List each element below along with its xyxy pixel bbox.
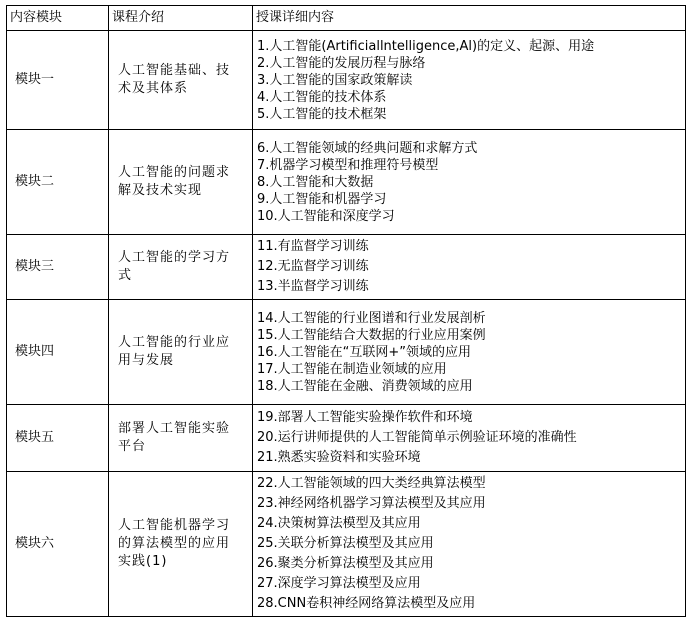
module-intro: 人工智能的问题求解及技术实现 (109, 130, 253, 235)
detail-item: 24.决策树算法模型及其应用 (257, 516, 421, 531)
detail-item: 25.关联分析算法模型及其应用 (257, 536, 434, 551)
module-intro: 人工智能的学习方式 (109, 235, 253, 300)
detail-item: 9.人工智能和机器学习 (257, 191, 387, 207)
detail-item: 14.人工智能的行业图谱和行业发展剖析 (257, 310, 486, 326)
module-name: 模块一 (7, 31, 109, 130)
detail-item: 28.CNN卷积神经网络算法模型及应用 (257, 596, 476, 611)
module-name: 模块三 (7, 235, 109, 300)
table-row (7, 405, 686, 472)
detail-item: 20.运行讲师提供的人工智能简单示例验证环境的准确性 (257, 430, 577, 445)
detail-item: 13.半监督学习训练 (257, 279, 369, 294)
detail-item: 6.人工智能领域的经典问题和求解方式 (257, 140, 478, 156)
module-intro: 人工智能基础、技术及其体系 (109, 31, 253, 130)
table-row (7, 472, 686, 617)
module-intro: 人工智能的行业应用与发展 (109, 300, 253, 405)
table-row (7, 130, 686, 235)
course-outline-table (6, 5, 686, 617)
module-name: 模块二 (7, 130, 109, 235)
detail-item: 5.人工智能的技术框架 (257, 106, 387, 122)
module-intro: 部署人工智能实验平台 (109, 405, 253, 472)
detail-item: 27.深度学习算法模型及应用 (257, 576, 421, 591)
header-detail: 授课详细内容 (253, 6, 686, 31)
module-detail (253, 130, 686, 235)
module-detail (253, 300, 686, 405)
detail-item: 11.有监督学习训练 (257, 239, 369, 254)
module-name: 模块四 (7, 300, 109, 405)
module-name: 模块五 (7, 405, 109, 472)
header-row (7, 6, 686, 31)
module-name: 模块六 (7, 472, 109, 617)
detail-item: 10.人工智能和深度学习 (257, 208, 395, 224)
detail-item: 15.人工智能结合大数据的行业应用案例 (257, 327, 486, 343)
detail-item: 22.人工智能领域的四大类经典算法模型 (257, 476, 486, 491)
header-intro: 课程介绍 (109, 6, 253, 31)
detail-item: 8.人工智能和大数据 (257, 174, 374, 190)
detail-item: 21.熟悉实验资料和实验环境 (257, 450, 421, 465)
module-detail (253, 405, 686, 472)
module-intro: 人工智能机器学习的算法模型的应用实践(1) (109, 472, 253, 617)
detail-item: 23.神经网络机器学习算法模型及其应用 (257, 496, 486, 511)
table-row (7, 31, 686, 130)
detail-item: 1.人工智能(Artificiallntelligence,Al)的定义、起源、用途 (257, 38, 595, 54)
detail-item: 12.无监督学习训练 (257, 259, 369, 274)
header-module: 内容模块 (7, 6, 109, 31)
detail-item: 7.机器学习模型和推理符号模型 (257, 157, 439, 173)
detail-item: 26.聚类分析算法模型及其应用 (257, 556, 434, 571)
detail-item: 2.人工智能的发展历程与脉络 (257, 55, 426, 71)
detail-item: 4.人工智能的技术体系 (257, 89, 387, 105)
table-row (7, 235, 686, 300)
detail-item: 18.人工智能在金融、消费领域的应用 (257, 378, 473, 394)
detail-item: 3.人工智能的国家政策解读 (257, 72, 413, 88)
table-row (7, 300, 686, 405)
detail-item: 19.部署人工智能实验操作软件和环境 (257, 410, 473, 425)
module-detail (253, 235, 686, 300)
module-detail (253, 31, 686, 130)
detail-item: 17.人工智能在制造业领域的应用 (257, 361, 447, 377)
module-detail (253, 472, 686, 617)
detail-item: 16.人工智能在“互联网+”领域的应用 (257, 344, 472, 360)
